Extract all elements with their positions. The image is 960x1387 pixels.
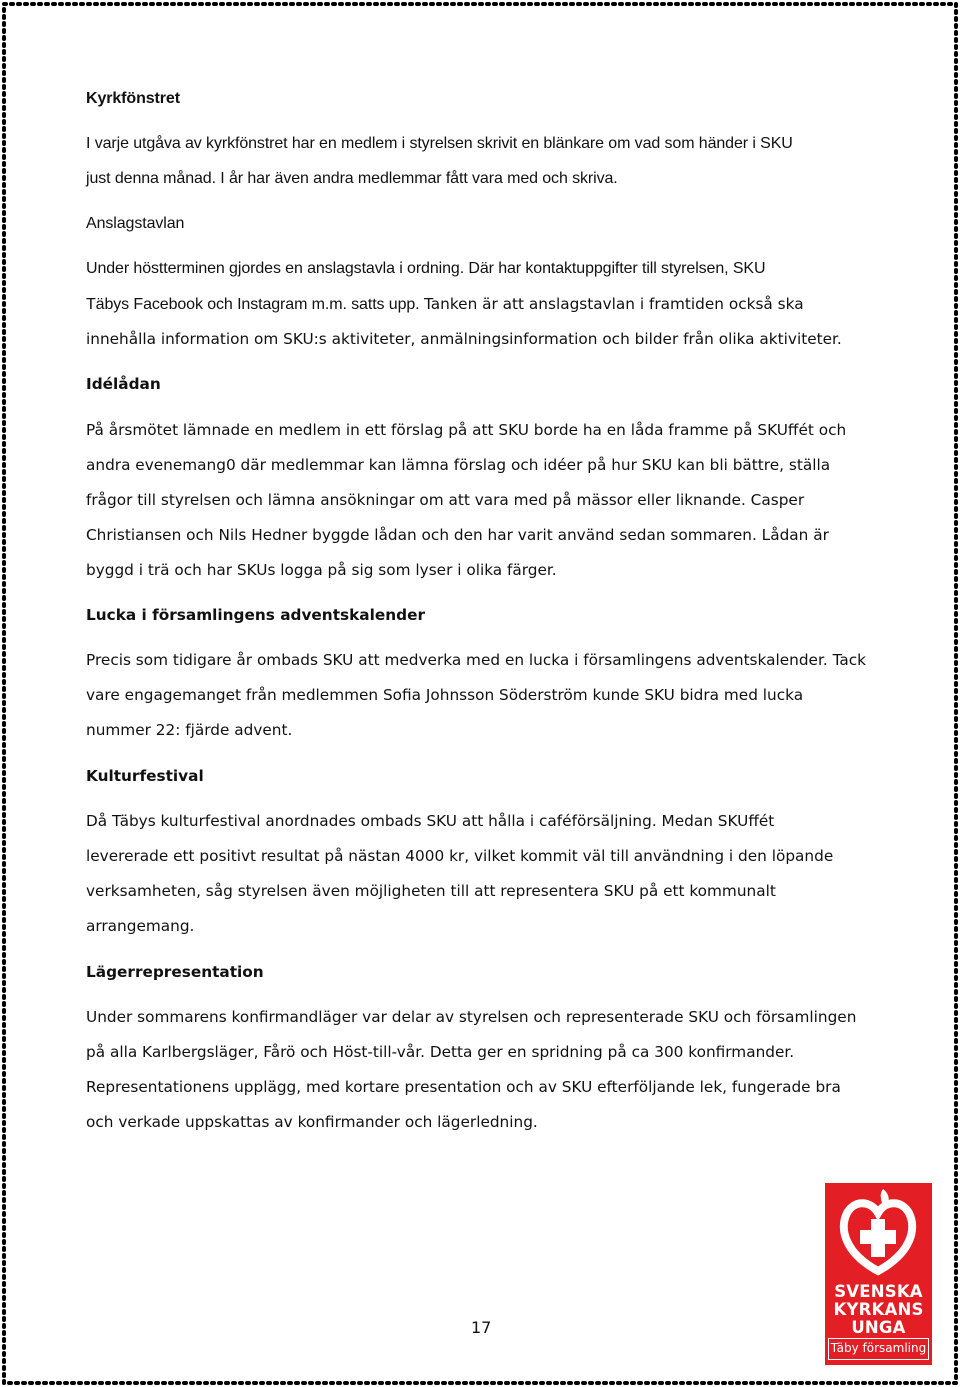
text-line: arrangemang. [86, 917, 195, 935]
logo-line-1: SVENSKA [834, 1282, 923, 1301]
text-segment: Täbys Facebook och Instagram m.m. satts upp. [86, 296, 420, 313]
text-line: levererade ett positivt resultat på nästan 4000 kr, vilket kommit väl till användning i den löpande [86, 847, 834, 865]
text-line: innehålla information om SKU:s aktiviteter, anmälningsinformation och bilder från olika aktiviteter. [86, 330, 842, 348]
heading-kulturfestival: Kulturfestival [86, 767, 204, 785]
text-line: Christiansen och Nils Hedner byggde lådan och den har varit använd sedan sommaren. Lådan är [86, 526, 829, 544]
cross-heart-icon [825, 1183, 932, 1279]
text-line: just denna månad. I år har även andra medlemmar fått vara med och skriva. [86, 170, 618, 187]
heading-anslagstavlan: Anslagstavlan [86, 215, 185, 232]
logo-line-3: UNGA [851, 1318, 906, 1337]
heading-kyrkfonstret: Kyrkfönstret [86, 90, 180, 107]
text-line: Under sommarens konfirmandläger var delar av styrelsen och representerade SKU och församlingen [86, 1008, 857, 1026]
heading-adventskalender: Lucka i församlingens adventskalender [86, 606, 425, 624]
text-line-mixed [86, 294, 804, 315]
text-line: På årsmötet lämnade en medlem in ett förslag på att SKU borde ha en låda framme på SKUffét och [86, 421, 847, 439]
page-number: 17 [471, 1318, 492, 1337]
heading-idéladan: Idélådan [86, 375, 161, 393]
text-line: I varje utgåva av kyrkfönstret har en medlem i styrelsen skrivit en blänkare om vad som händer i SKU [86, 135, 793, 152]
text-line: Representationens upplägg, med kortare presentation och av SKU efterföljande lek, fungerade bra [86, 1078, 841, 1096]
text-line: frågor till styrelsen och lämna ansökningar om att vara med på mässor eller liknande. Casper [86, 491, 805, 509]
text-line: Under höstterminen gjordes en anslagstavla i ordning. Där har kontaktuppgifter till styrelsen, SKU [86, 260, 766, 277]
text-line: verksamheten, såg styrelsen även möjligheten till att representera SKU på ett kommunalt [86, 882, 776, 900]
text-line: andra evenemang0 där medlemmar kan lämna förslag och idéer på hur SKU kan bli bättre, ställa [86, 456, 831, 474]
heading-lagerrepresentation: Lägerrepresentation [86, 963, 264, 981]
svenska-kyrkans-unga-logo [825, 1183, 932, 1365]
text-line: byggd i trä och har SKUs logga på sig som lyser i olika färger. [86, 561, 557, 579]
text-line: Då Täbys kulturfestival anordnades ombads SKU att hålla i caféförsäljning. Medan SKUffét [86, 812, 775, 830]
text-line: på alla Karlbergsläger, Fårö och Höst-till-vår. Detta ger en spridning på ca 300 konfirmander. [86, 1043, 795, 1061]
text-line: vare engagemanget från medlemmen Sofia Johnsson Söderström kunde SKU bidra med lucka [86, 686, 804, 704]
text-line: Precis som tidigare år ombads SKU att medverka med en lucka i församlingens adventskalender. Tack [86, 651, 867, 669]
text-line: nummer 22: fjärde advent. [86, 721, 293, 739]
logo-line-2: KYRKANS [833, 1300, 924, 1319]
text-line: och verkade uppskattas av konfirmander och lägerledning. [86, 1113, 538, 1131]
logo-subtitle: Täby församling [828, 1338, 929, 1360]
text-segment: Tanken är att anslagstavlan i framtiden också ska [423, 295, 804, 313]
